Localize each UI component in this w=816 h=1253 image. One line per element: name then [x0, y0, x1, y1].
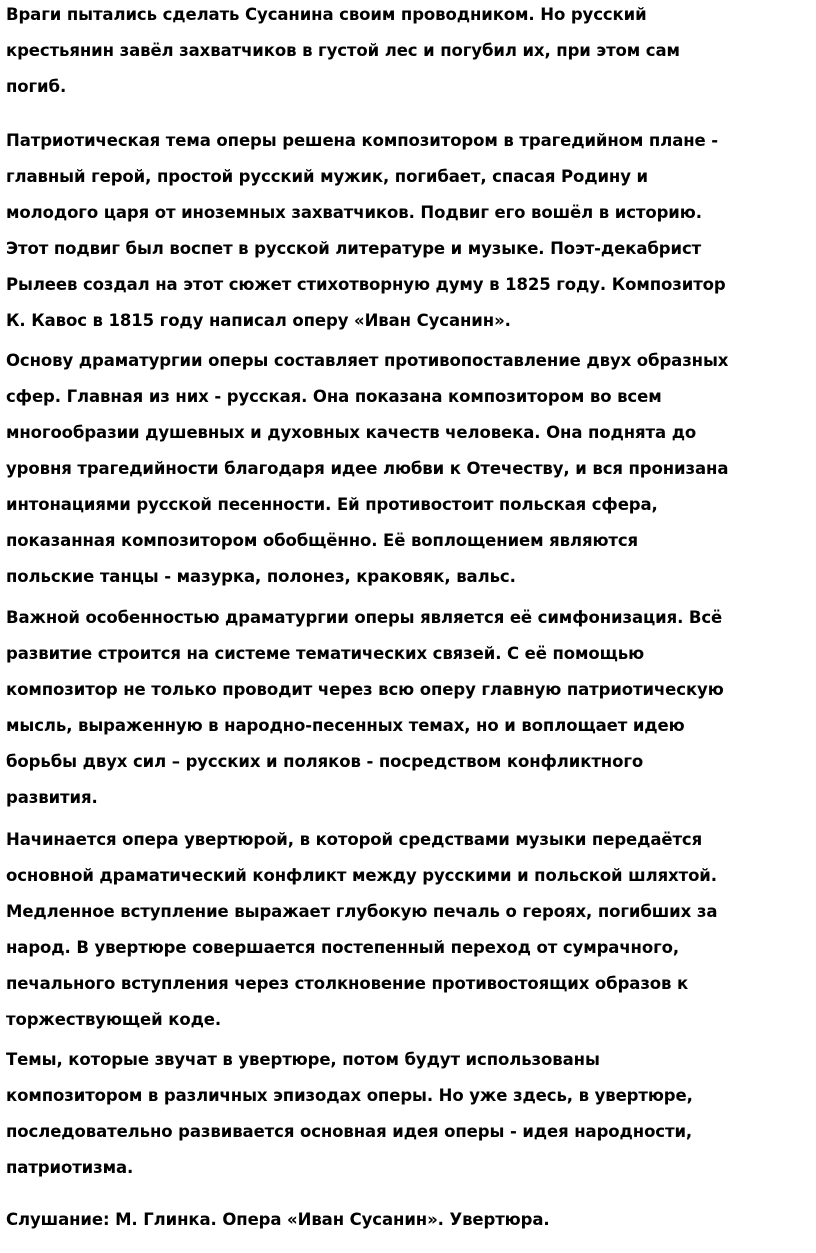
text-line: Темы, которые звучат в увертюре, потом будут использованы — [6, 1050, 600, 1069]
text-line: народ. В увертюре совершается постепенный переход от сумрачного, — [6, 938, 680, 957]
text-line: К. Кавос в 1815 году написал оперу «Иван Сусанин». — [6, 311, 511, 330]
text-line: многообразии душевных и духовных качеств человека. Она поднята до — [6, 423, 697, 442]
text-line: развития. — [6, 788, 98, 807]
text-line: Слушание: М. Глинка. Опера «Иван Сусанин». Увертюра. — [6, 1210, 550, 1229]
text-line: патриотизма. — [6, 1158, 134, 1177]
paragraph-dramaturgy-spheres — [6, 343, 806, 595]
text-line: основной драматический конфликт между русскими и польской шляхтой. — [6, 866, 717, 885]
paragraph-themes — [6, 1042, 806, 1186]
text-line: погиб. — [6, 77, 67, 96]
text-line: печального вступления через столкновение противостоящих образов к — [6, 974, 689, 993]
text-line: интонациями русской песенности. Ей противостоит польская сфера, — [6, 495, 658, 514]
text-line: Начинается опера увертюрой, в которой средствами музыки передаётся — [6, 830, 703, 849]
text-line: крестьянин завёл захватчиков в густой лес и погубил их, при этом сам — [6, 41, 680, 60]
text-line: мысль, выраженную в народно-песенных темах, но и воплощает идею — [6, 716, 685, 735]
paragraph-patriotic-theme — [6, 123, 806, 339]
paragraph-overture — [6, 822, 806, 1038]
text-line: последовательно развивается основная идея оперы - идея народности, — [6, 1122, 693, 1141]
text-line: Основу драматургии оперы составляет противопоставление двух образных — [6, 351, 729, 370]
paragraph-listening — [6, 1202, 806, 1238]
text-line: торжествующей коде. — [6, 1010, 222, 1029]
text-line: Патриотическая тема оперы решена композитором в трагедийном плане - — [6, 131, 719, 150]
text-line: главный герой, простой русский мужик, погибает, спасая Родину и — [6, 167, 648, 186]
text-line: Враги пытались сделать Сусанина своим проводником. Но русский — [6, 5, 647, 24]
paragraph-susanin-feat — [6, 0, 806, 105]
text-line: уровня трагедийности благодаря идее любви к Отечеству, и вся пронизана — [6, 459, 729, 478]
text-line: композитор не только проводит через всю оперу главную патриотическую — [6, 680, 724, 699]
text-line: композитором в различных эпизодах оперы. Но уже здесь, в увертюре, — [6, 1086, 693, 1105]
text-line: борьбы двух сил – русских и поляков - посредством конфликтного — [6, 752, 644, 771]
text-line: Этот подвиг был воспет в русской литературе и музыке. Поэт-декабрист — [6, 239, 702, 258]
text-line: Рылеев создал на этот сюжет стихотворную думу в 1825 году. Композитор — [6, 275, 726, 294]
paragraph-symphonization — [6, 600, 806, 816]
text-line: молодого царя от иноземных захватчиков. Подвиг его вошёл в историю. — [6, 203, 702, 222]
text-line: сфер. Главная из них - русская. Она показана композитором во всем — [6, 387, 662, 406]
text-line: польские танцы - мазурка, полонез, краковяк, вальс. — [6, 567, 516, 586]
text-line: Важной особенностью драматургии оперы является её симфонизация. Всё — [6, 608, 723, 627]
text-line: Медленное вступление выражает глубокую печаль о героях, погибших за — [6, 902, 718, 921]
text-line: показанная композитором обобщённо. Её воплощением являются — [6, 531, 639, 550]
text-line: развитие строится на системе тематических связей. С её помощью — [6, 644, 645, 663]
